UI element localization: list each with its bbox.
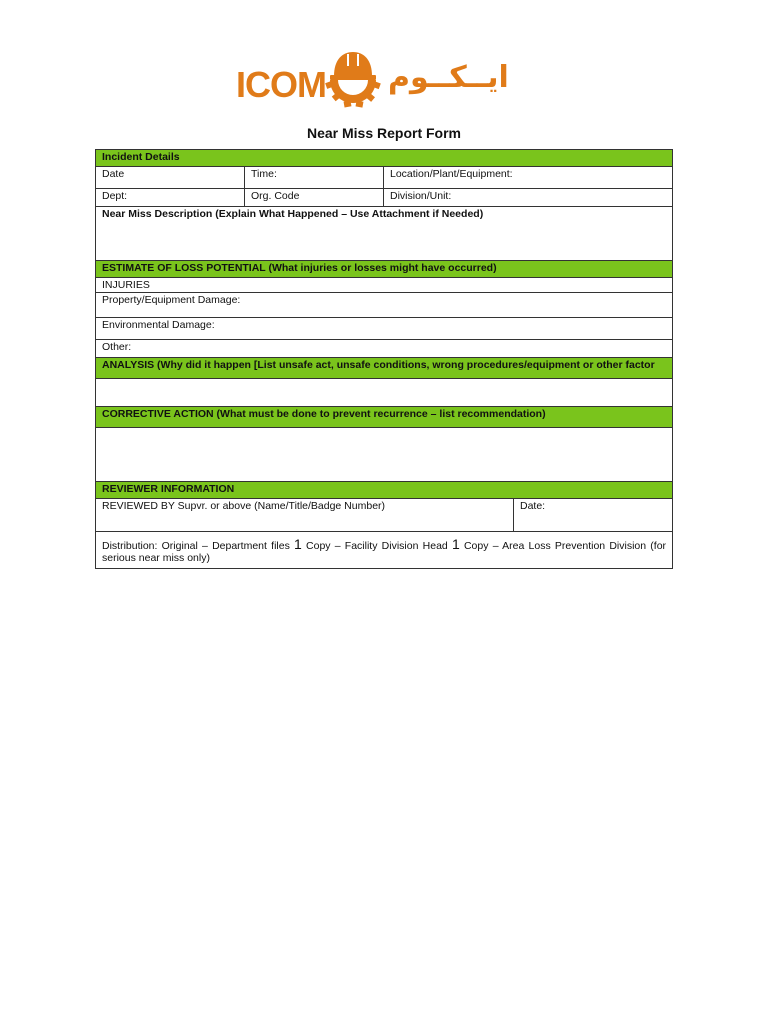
page-title: Near Miss Report Form <box>306 125 462 141</box>
dept-field[interactable]: Dept: <box>96 189 245 207</box>
distribution-copy-count-2: 1 <box>451 536 460 552</box>
analysis-header: ANALYSIS (Why did it happen [List unsafe act, unsafe conditions, wrong procedures/equipment or other factor <box>96 358 673 379</box>
distribution-note <box>96 532 673 569</box>
distribution-text-2: Copy – Facility Division Head <box>301 540 452 552</box>
property-damage-field[interactable]: Property/Equipment Damage: <box>96 293 673 318</box>
environmental-damage-field[interactable]: Environmental Damage: <box>96 318 673 340</box>
reviewer-date-field[interactable]: Date: <box>514 499 673 532</box>
loss-potential-header: ESTIMATE OF LOSS POTENTIAL (What injuries or losses might have occurred) <box>96 261 673 278</box>
logo-text-en: ICOM <box>236 64 326 105</box>
company-logo <box>230 40 509 112</box>
org-code-field[interactable]: Org. Code <box>245 189 384 207</box>
other-field[interactable]: Other: <box>96 340 673 358</box>
description-field[interactable]: Near Miss Description (Explain What Happened – Use Attachment if Needed) <box>96 207 673 261</box>
incident-details-header: Incident Details <box>96 150 673 167</box>
helmet-gear-icon <box>322 46 384 108</box>
distribution-copy-count-1: 1 <box>294 536 302 552</box>
date-field[interactable]: Date <box>96 167 245 189</box>
division-field[interactable]: Division/Unit: <box>384 189 673 207</box>
reviewed-by-field[interactable]: REVIEWED BY Supvr. or above (Name/Title/Badge Number) <box>96 499 514 532</box>
injuries-field[interactable]: INJURIES <box>96 278 673 293</box>
reviewer-information-header: REVIEWER INFORMATION <box>96 482 673 499</box>
analysis-field[interactable] <box>96 379 673 407</box>
location-field[interactable]: Location/Plant/Equipment: <box>384 167 673 189</box>
distribution-text-3: Copy – Area Loss Prevention Division (for serious near miss only) <box>102 540 667 564</box>
distribution-text-1: Distribution: Original – Department files <box>102 540 295 552</box>
time-field[interactable]: Time: <box>245 167 384 189</box>
corrective-action-field[interactable] <box>96 428 673 482</box>
corrective-action-header: CORRECTIVE ACTION (What must be done to prevent recurrence – list recommendation) <box>96 407 673 428</box>
near-miss-form <box>95 149 673 569</box>
logo-text-ar: ايــكــوم <box>388 60 509 95</box>
